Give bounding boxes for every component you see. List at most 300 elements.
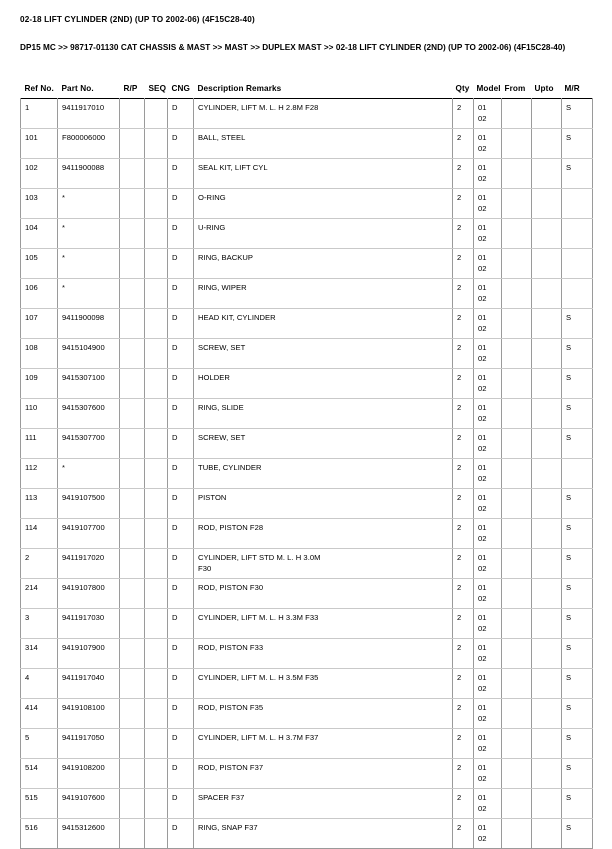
- model-code: 01: [478, 703, 487, 712]
- model-code: 01: [478, 133, 487, 142]
- description-line: BALL, STEEL: [198, 133, 246, 142]
- description-line: RING, SNAP F37: [198, 823, 258, 832]
- cell-model: [474, 669, 502, 699]
- cell-description: [194, 399, 453, 429]
- cell-upto: [532, 549, 562, 579]
- cell-description: [194, 519, 453, 549]
- cell-description: [194, 579, 453, 609]
- cell-mr: S: [562, 99, 593, 129]
- cell-description: [194, 99, 453, 129]
- description-line: ROD, PISTON F35: [198, 703, 264, 712]
- model-code: 01: [478, 823, 487, 832]
- model-code: 02: [478, 143, 487, 153]
- cell-seq: [145, 369, 168, 399]
- cell-part-no: *: [58, 189, 120, 219]
- cell-rp: [120, 489, 145, 519]
- cell-description: [194, 249, 453, 279]
- cell-model: [474, 609, 502, 639]
- cell-model: [474, 99, 502, 129]
- cell-rp: [120, 639, 145, 669]
- column-header-rp: R/P: [123, 84, 138, 93]
- cell-model: [474, 639, 502, 669]
- cell-part-no: 9419108200: [58, 759, 120, 789]
- column-header-upto: Upto: [534, 84, 554, 93]
- model-code: 01: [478, 583, 487, 592]
- cell-qty: 2: [453, 669, 474, 699]
- description-line: SCREW, SET: [198, 343, 246, 352]
- cell-seq: [145, 759, 168, 789]
- table-header-row: [21, 84, 593, 99]
- description-line: CYLINDER, LIFT M. L. H 3.7M F37: [198, 733, 319, 742]
- cell-cng: D: [168, 129, 194, 159]
- cell-mr: S: [562, 519, 593, 549]
- cell-model: [474, 759, 502, 789]
- cell-ref-no: 109: [21, 369, 58, 399]
- cell-part-no: 9411900098: [58, 309, 120, 339]
- cell-cng: D: [168, 729, 194, 759]
- cell-cng: D: [168, 159, 194, 189]
- description-line: U-RING: [198, 223, 226, 232]
- description-line: ROD, PISTON F33: [198, 643, 264, 652]
- cell-mr: S: [562, 429, 593, 459]
- cell-mr: S: [562, 819, 593, 849]
- cell-part-no: 9415312600: [58, 819, 120, 849]
- cell-ref-no: 515: [21, 789, 58, 819]
- table-row[interactable]: [21, 789, 593, 819]
- cell-cng: D: [168, 609, 194, 639]
- table-row[interactable]: [21, 99, 593, 129]
- cell-qty: 2: [453, 99, 474, 129]
- cell-description: [194, 609, 453, 639]
- cell-mr: S: [562, 579, 593, 609]
- cell-upto: [532, 789, 562, 819]
- cell-mr: S: [562, 159, 593, 189]
- cell-part-no: 9419107800: [58, 579, 120, 609]
- cell-from: [502, 339, 532, 369]
- breadcrumb: DP15 MC >> 98717-01130 CAT CHASSIS & MAST >> MAST >> DUPLEX MAST >> 02-18 LIFT CYLINDER (2ND) (UP TO 2002-06) (4F15C28-40): [20, 43, 566, 52]
- cell-rp: [120, 219, 145, 249]
- column-header-ref-no: Ref No.: [24, 84, 54, 93]
- cell-part-no: 9411917010: [58, 99, 120, 129]
- cell-qty: 2: [453, 339, 474, 369]
- cell-model: [474, 399, 502, 429]
- cell-model: [474, 699, 502, 729]
- cell-cng: D: [168, 789, 194, 819]
- cell-cng: D: [168, 579, 194, 609]
- cell-qty: 2: [453, 639, 474, 669]
- cell-part-no: 9411917030: [58, 609, 120, 639]
- cell-cng: D: [168, 639, 194, 669]
- cell-mr: [562, 279, 593, 309]
- cell-upto: [532, 369, 562, 399]
- cell-rp: [120, 129, 145, 159]
- cell-upto: [532, 189, 562, 219]
- cell-rp: [120, 789, 145, 819]
- model-code: 02: [478, 653, 487, 663]
- cell-model: [474, 339, 502, 369]
- cell-model: [474, 219, 502, 249]
- cell-seq: [145, 609, 168, 639]
- cell-part-no: 9415307700: [58, 429, 120, 459]
- cell-cng: D: [168, 699, 194, 729]
- cell-description: [194, 219, 453, 249]
- cell-from: [502, 579, 532, 609]
- cell-ref-no: 2: [21, 549, 58, 579]
- model-code: 01: [478, 163, 487, 172]
- cell-ref-no: 108: [21, 339, 58, 369]
- cell-part-no: 9419107900: [58, 639, 120, 669]
- model-code: 01: [478, 343, 487, 352]
- model-code: 02: [478, 593, 487, 603]
- cell-from: [502, 369, 532, 399]
- cell-part-no: 9419107600: [58, 789, 120, 819]
- cell-ref-no: 5: [21, 729, 58, 759]
- cell-qty: 2: [453, 489, 474, 519]
- model-code: 02: [478, 533, 487, 543]
- description-line: RING, SLIDE: [198, 403, 244, 412]
- table-row[interactable]: [21, 759, 593, 789]
- cell-rp: [120, 279, 145, 309]
- model-code: 02: [478, 323, 487, 333]
- cell-cng: D: [168, 759, 194, 789]
- cell-from: [502, 429, 532, 459]
- cell-mr: S: [562, 639, 593, 669]
- table-row[interactable]: [21, 639, 593, 669]
- cell-upto: [532, 309, 562, 339]
- cell-from: [502, 399, 532, 429]
- cell-ref-no: 4: [21, 669, 58, 699]
- parts-table-header: [21, 84, 593, 99]
- cell-seq: [145, 159, 168, 189]
- model-code: 01: [478, 793, 487, 802]
- column-header-seq: SEQ: [148, 84, 167, 93]
- cell-rp: [120, 99, 145, 129]
- table-row[interactable]: [21, 579, 593, 609]
- cell-ref-no: 514: [21, 759, 58, 789]
- table-row[interactable]: [21, 729, 593, 759]
- cell-description: [194, 639, 453, 669]
- cell-seq: [145, 519, 168, 549]
- model-code: 01: [478, 193, 487, 202]
- cell-mr: S: [562, 729, 593, 759]
- cell-description: [194, 819, 453, 849]
- column-header-part-no: Part No.: [61, 84, 94, 93]
- cell-rp: [120, 189, 145, 219]
- cell-rp: [120, 249, 145, 279]
- table-row[interactable]: [21, 339, 593, 369]
- description-line: F30: [198, 563, 212, 573]
- cell-description: [194, 489, 453, 519]
- cell-seq: [145, 339, 168, 369]
- cell-ref-no: 110: [21, 399, 58, 429]
- table-row[interactable]: [21, 519, 593, 549]
- cell-ref-no: 112: [21, 459, 58, 489]
- cell-mr: S: [562, 309, 593, 339]
- cell-seq: [145, 279, 168, 309]
- model-code: 01: [478, 613, 487, 622]
- cell-seq: [145, 219, 168, 249]
- cell-cng: D: [168, 99, 194, 129]
- cell-from: [502, 759, 532, 789]
- model-code: 01: [478, 433, 487, 442]
- cell-mr: [562, 219, 593, 249]
- cell-upto: [532, 99, 562, 129]
- table-row[interactable]: [21, 399, 593, 429]
- cell-seq: [145, 699, 168, 729]
- page-title: 02-18 LIFT CYLINDER (2ND) (UP TO 2002-06) (4F15C28-40): [20, 15, 255, 24]
- cell-description: [194, 729, 453, 759]
- model-code: 02: [478, 353, 487, 363]
- table-row[interactable]: [21, 369, 593, 399]
- cell-upto: [532, 129, 562, 159]
- cell-part-no: 9411917050: [58, 729, 120, 759]
- cell-part-no: *: [58, 219, 120, 249]
- cell-from: [502, 219, 532, 249]
- column-header-mr: M/R: [564, 84, 580, 93]
- cell-qty: 2: [453, 519, 474, 549]
- cell-cng: D: [168, 549, 194, 579]
- cell-rp: [120, 159, 145, 189]
- table-row[interactable]: [21, 489, 593, 519]
- cell-model: [474, 429, 502, 459]
- cell-ref-no: 113: [21, 489, 58, 519]
- model-code: 02: [478, 233, 487, 243]
- cell-part-no: 9415104900: [58, 339, 120, 369]
- table-row[interactable]: [21, 129, 593, 159]
- cell-ref-no: 111: [21, 429, 58, 459]
- cell-seq: [145, 309, 168, 339]
- cell-cng: D: [168, 309, 194, 339]
- description-line: O-RING: [198, 193, 226, 202]
- model-code: 01: [478, 523, 487, 532]
- cell-description: [194, 369, 453, 399]
- cell-qty: 2: [453, 609, 474, 639]
- cell-qty: 2: [453, 159, 474, 189]
- cell-ref-no: 1: [21, 99, 58, 129]
- cell-from: [502, 189, 532, 219]
- cell-description: [194, 339, 453, 369]
- cell-part-no: F800006000: [58, 129, 120, 159]
- table-row[interactable]: [21, 609, 593, 639]
- cell-description: [194, 669, 453, 699]
- cell-from: [502, 489, 532, 519]
- cell-qty: 2: [453, 729, 474, 759]
- model-code: 02: [478, 803, 487, 813]
- cell-from: [502, 99, 532, 129]
- table-row[interactable]: [21, 429, 593, 459]
- cell-mr: S: [562, 129, 593, 159]
- table-row[interactable]: [21, 459, 593, 489]
- table-row[interactable]: [21, 699, 593, 729]
- cell-model: [474, 489, 502, 519]
- cell-qty: 2: [453, 459, 474, 489]
- cell-from: [502, 639, 532, 669]
- description-line: HEAD KIT, CYLINDER: [198, 313, 276, 322]
- model-code: 01: [478, 733, 487, 742]
- model-code: 02: [478, 293, 487, 303]
- description-line: SEAL KIT, LIFT CYL: [198, 163, 268, 172]
- cell-part-no: *: [58, 249, 120, 279]
- cell-part-no: *: [58, 459, 120, 489]
- cell-cng: D: [168, 459, 194, 489]
- cell-part-no: 9419107700: [58, 519, 120, 549]
- table-row[interactable]: [21, 819, 593, 849]
- cell-model: [474, 309, 502, 339]
- table-row[interactable]: [21, 249, 593, 279]
- description-line: SCREW, SET: [198, 433, 246, 442]
- cell-cng: D: [168, 249, 194, 279]
- cell-description: [194, 549, 453, 579]
- cell-qty: 2: [453, 429, 474, 459]
- cell-from: [502, 309, 532, 339]
- cell-seq: [145, 789, 168, 819]
- table-row[interactable]: [21, 669, 593, 699]
- cell-description: [194, 129, 453, 159]
- cell-model: [474, 729, 502, 759]
- cell-qty: 2: [453, 549, 474, 579]
- model-code: 01: [478, 103, 487, 112]
- cell-from: [502, 459, 532, 489]
- model-code: 02: [478, 173, 487, 183]
- cell-upto: [532, 639, 562, 669]
- cell-upto: [532, 669, 562, 699]
- cell-qty: 2: [453, 579, 474, 609]
- cell-model: [474, 459, 502, 489]
- cell-part-no: 9411917020: [58, 549, 120, 579]
- cell-rp: [120, 699, 145, 729]
- cell-from: [502, 609, 532, 639]
- cell-upto: [532, 609, 562, 639]
- table-row[interactable]: [21, 159, 593, 189]
- cell-ref-no: 103: [21, 189, 58, 219]
- model-code: 01: [478, 223, 487, 232]
- table-row[interactable]: [21, 219, 593, 249]
- cell-upto: [532, 489, 562, 519]
- model-code: 02: [478, 263, 487, 273]
- model-code: 02: [478, 683, 487, 693]
- cell-rp: [120, 339, 145, 369]
- cell-seq: [145, 129, 168, 159]
- cell-seq: [145, 669, 168, 699]
- cell-ref-no: 314: [21, 639, 58, 669]
- cell-mr: S: [562, 699, 593, 729]
- table-row[interactable]: [21, 279, 593, 309]
- cell-ref-no: 414: [21, 699, 58, 729]
- table-row[interactable]: [21, 189, 593, 219]
- table-row[interactable]: [21, 309, 593, 339]
- cell-seq: [145, 249, 168, 279]
- cell-from: [502, 279, 532, 309]
- cell-cng: D: [168, 189, 194, 219]
- model-code: 02: [478, 113, 487, 123]
- cell-ref-no: 101: [21, 129, 58, 159]
- cell-upto: [532, 519, 562, 549]
- cell-description: [194, 459, 453, 489]
- description-line: CYLINDER, LIFT M. L. H 3.3M F33: [198, 613, 319, 622]
- cell-rp: [120, 309, 145, 339]
- cell-qty: 2: [453, 189, 474, 219]
- model-code: 02: [478, 443, 487, 453]
- model-code: 02: [478, 383, 487, 393]
- cell-model: [474, 579, 502, 609]
- model-code: 01: [478, 373, 487, 382]
- cell-cng: D: [168, 429, 194, 459]
- cell-description: [194, 279, 453, 309]
- cell-ref-no: 516: [21, 819, 58, 849]
- cell-mr: S: [562, 759, 593, 789]
- cell-rp: [120, 519, 145, 549]
- cell-mr: S: [562, 609, 593, 639]
- model-code: 01: [478, 403, 487, 412]
- cell-qty: 2: [453, 309, 474, 339]
- model-code: 02: [478, 623, 487, 633]
- model-code: 02: [478, 743, 487, 753]
- description-line: CYLINDER, LIFT M. L. H 2.8M F28: [198, 103, 319, 112]
- cell-qty: 2: [453, 819, 474, 849]
- cell-mr: S: [562, 339, 593, 369]
- description-line: RING, BACKUP: [198, 253, 254, 262]
- cell-rp: [120, 759, 145, 789]
- cell-description: [194, 159, 453, 189]
- cell-model: [474, 129, 502, 159]
- cell-qty: 2: [453, 369, 474, 399]
- model-code: 01: [478, 253, 487, 262]
- cell-from: [502, 669, 532, 699]
- model-code: 02: [478, 833, 487, 843]
- parts-table-body: [21, 99, 593, 849]
- cell-cng: D: [168, 339, 194, 369]
- description-line: HOLDER: [198, 373, 230, 382]
- cell-model: [474, 189, 502, 219]
- table-row[interactable]: [21, 549, 593, 579]
- cell-ref-no: 114: [21, 519, 58, 549]
- cell-seq: [145, 459, 168, 489]
- cell-mr: [562, 459, 593, 489]
- cell-rp: [120, 459, 145, 489]
- cell-qty: 2: [453, 219, 474, 249]
- cell-part-no: *: [58, 279, 120, 309]
- cell-upto: [532, 339, 562, 369]
- cell-model: [474, 519, 502, 549]
- cell-upto: [532, 699, 562, 729]
- model-code: 01: [478, 673, 487, 682]
- cell-mr: S: [562, 549, 593, 579]
- description-line: CYLINDER, LIFT STD M. L. H 3.0M: [198, 553, 321, 562]
- cell-upto: [532, 399, 562, 429]
- cell-description: [194, 309, 453, 339]
- cell-from: [502, 699, 532, 729]
- description-line: CYLINDER, LIFT M. L. H 3.5M F35: [198, 673, 319, 682]
- model-code: 01: [478, 463, 487, 472]
- cell-from: [502, 159, 532, 189]
- model-code: 01: [478, 493, 487, 502]
- cell-part-no: 9411900088: [58, 159, 120, 189]
- cell-upto: [532, 159, 562, 189]
- cell-description: [194, 189, 453, 219]
- cell-upto: [532, 819, 562, 849]
- cell-from: [502, 249, 532, 279]
- cell-upto: [532, 759, 562, 789]
- cell-from: [502, 819, 532, 849]
- cell-model: [474, 279, 502, 309]
- cell-rp: [120, 429, 145, 459]
- cell-cng: D: [168, 489, 194, 519]
- cell-model: [474, 159, 502, 189]
- cell-from: [502, 549, 532, 579]
- cell-seq: [145, 189, 168, 219]
- cell-description: [194, 429, 453, 459]
- description-line: ROD, PISTON F28: [198, 523, 264, 532]
